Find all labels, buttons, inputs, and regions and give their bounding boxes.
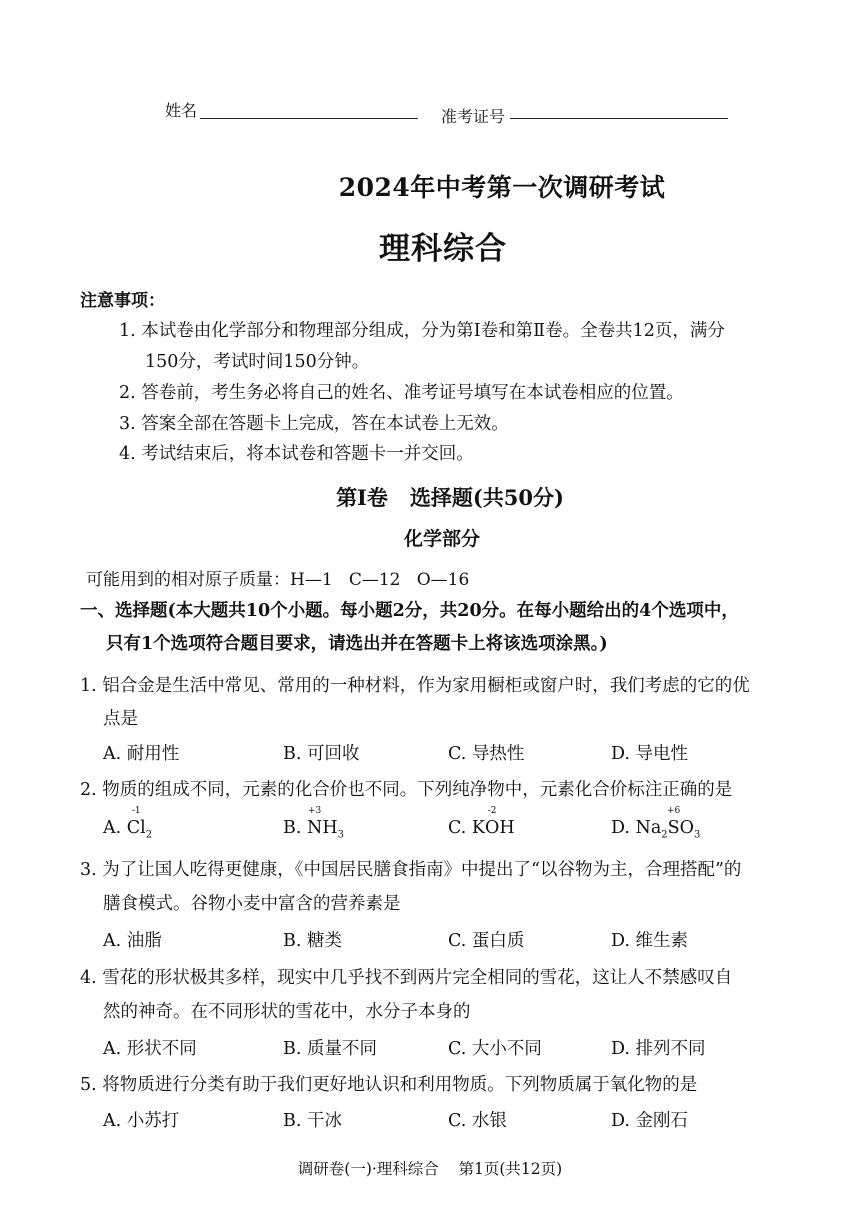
formula-prefix: C. K xyxy=(448,818,485,838)
formula-subscript: 2 xyxy=(661,829,668,841)
option-c[interactable] xyxy=(448,806,515,838)
question-stem: 然的神奇。在不同形状的雪花中，水分子本身的 xyxy=(103,1002,471,1022)
valence-mark: +3 xyxy=(308,806,322,816)
option-c[interactable]: C. 大小不同 xyxy=(448,1039,542,1059)
instruction-line: 只有1个选项符合题目要求，请选出并在答题卡上将该选项涂黑。) xyxy=(106,634,608,654)
option-a[interactable]: A. 形状不同 xyxy=(103,1039,197,1059)
part-title: 化学部分 xyxy=(403,528,480,550)
option-d[interactable] xyxy=(611,806,701,841)
formula-element: H xyxy=(322,818,338,838)
question-stem: 1. 铝合金是生活中常见、常用的一种材料，作为家用橱柜或窗户时，我们考虑的它的优 xyxy=(80,676,750,696)
formula-element: S xyxy=(667,818,680,838)
option-c[interactable]: C. 蛋白质 xyxy=(448,931,525,951)
option-a[interactable]: A. 耐用性 xyxy=(103,744,180,764)
name-blank[interactable] xyxy=(200,118,418,119)
option-d[interactable]: D. 维生素 xyxy=(611,931,689,951)
question-stem: 4. 雪花的形状极其多样，现实中几乎找不到两片完全相同的雪花，这让人不禁感叹自 xyxy=(80,968,733,988)
formula-element: N xyxy=(307,818,323,838)
notice-item: 4. 考试结束后，将本试卷和答题卡一并交回。 xyxy=(119,444,474,464)
option-b[interactable]: B. 干冰 xyxy=(283,1111,342,1131)
option-d[interactable]: D. 金刚石 xyxy=(611,1111,689,1131)
formula-element: Cl xyxy=(126,818,146,838)
question-stem: 膳食模式。谷物小麦中富含的营养素是 xyxy=(103,894,401,914)
question-stem: 2. 物质的组成不同，元素的化合价也不同。下列纯净物中，元素化合价标注正确的是 xyxy=(80,780,733,800)
option-a[interactable]: A. 油脂 xyxy=(103,931,162,951)
formula-prefix: D. Na xyxy=(611,818,662,838)
atomic-mass-note: 可能用到的相对原子质量：H—1 C—12 O—16 xyxy=(86,570,470,590)
name-label: 姓名 xyxy=(165,101,198,120)
instruction-line: 一、选择题(本大题共10个小题。每小题2分，共20分。在每小题给出的4个选项中， xyxy=(80,601,739,621)
valence-mark: +6 xyxy=(667,806,681,816)
option-b[interactable]: B. 可回收 xyxy=(283,744,360,764)
option-c[interactable]: C. 水银 xyxy=(448,1111,507,1131)
formula-subscript: 3 xyxy=(694,829,701,841)
formula-prefix: A. xyxy=(103,818,127,838)
valence-mark: -2 xyxy=(487,806,497,816)
formula-subscript: 2 xyxy=(145,829,153,841)
exam-id-label: 准考证号 xyxy=(441,107,506,126)
notice-item: 2. 答卷前，考生务必将自己的姓名、准考证号填写在本试卷相应的位置。 xyxy=(119,383,684,403)
question-stem: 5. 将物质进行分类有助于我们更好地认识和利用物质。下列物质属于氧化物的是 xyxy=(80,1075,698,1095)
option-b[interactable] xyxy=(283,806,344,841)
exam-title: 2024年中考第一次调研考试 xyxy=(338,173,666,202)
option-a[interactable] xyxy=(103,806,153,841)
option-d[interactable]: D. 导电性 xyxy=(611,744,689,764)
notice-item: 3. 答案全部在答题卡上完成，答在本试卷上无效。 xyxy=(119,414,509,434)
option-a[interactable]: A. 小苏打 xyxy=(103,1111,180,1131)
notice-item: 150分，考试时间150分钟。 xyxy=(145,352,370,372)
option-d[interactable]: D. 排列不同 xyxy=(611,1039,706,1059)
formula-subscript: 3 xyxy=(337,829,344,841)
formula-element: O xyxy=(679,818,695,838)
page-footer: 调研卷(一)·理科综合 第1页(共12页) xyxy=(297,1160,563,1178)
notice-heading: 注意事项： xyxy=(80,291,165,311)
exam-id-blank[interactable] xyxy=(510,118,728,119)
option-c[interactable]: C. 导热性 xyxy=(448,744,525,764)
formula-element: H xyxy=(499,818,515,838)
valence-mark: -1 xyxy=(131,806,141,816)
question-stem: 3. 为了让国人吃得更健康，《中国居民膳食指南》中提出了“以谷物为主，合理搭配”的 xyxy=(80,860,742,880)
section-title: 第Ⅰ卷 选择题(共50分) xyxy=(336,485,564,510)
question-stem: 点是 xyxy=(103,709,138,729)
exam-subtitle: 理科综合 xyxy=(379,231,507,267)
option-b[interactable]: B. 糖类 xyxy=(283,931,342,951)
notice-item: 1. 本试卷由化学部分和物理部分组成，分为第Ⅰ卷和第Ⅱ卷。全卷共12页，满分 xyxy=(119,321,725,341)
option-b[interactable]: B. 质量不同 xyxy=(283,1039,377,1059)
formula-element: O xyxy=(484,818,500,838)
formula-prefix: B. xyxy=(283,818,307,838)
